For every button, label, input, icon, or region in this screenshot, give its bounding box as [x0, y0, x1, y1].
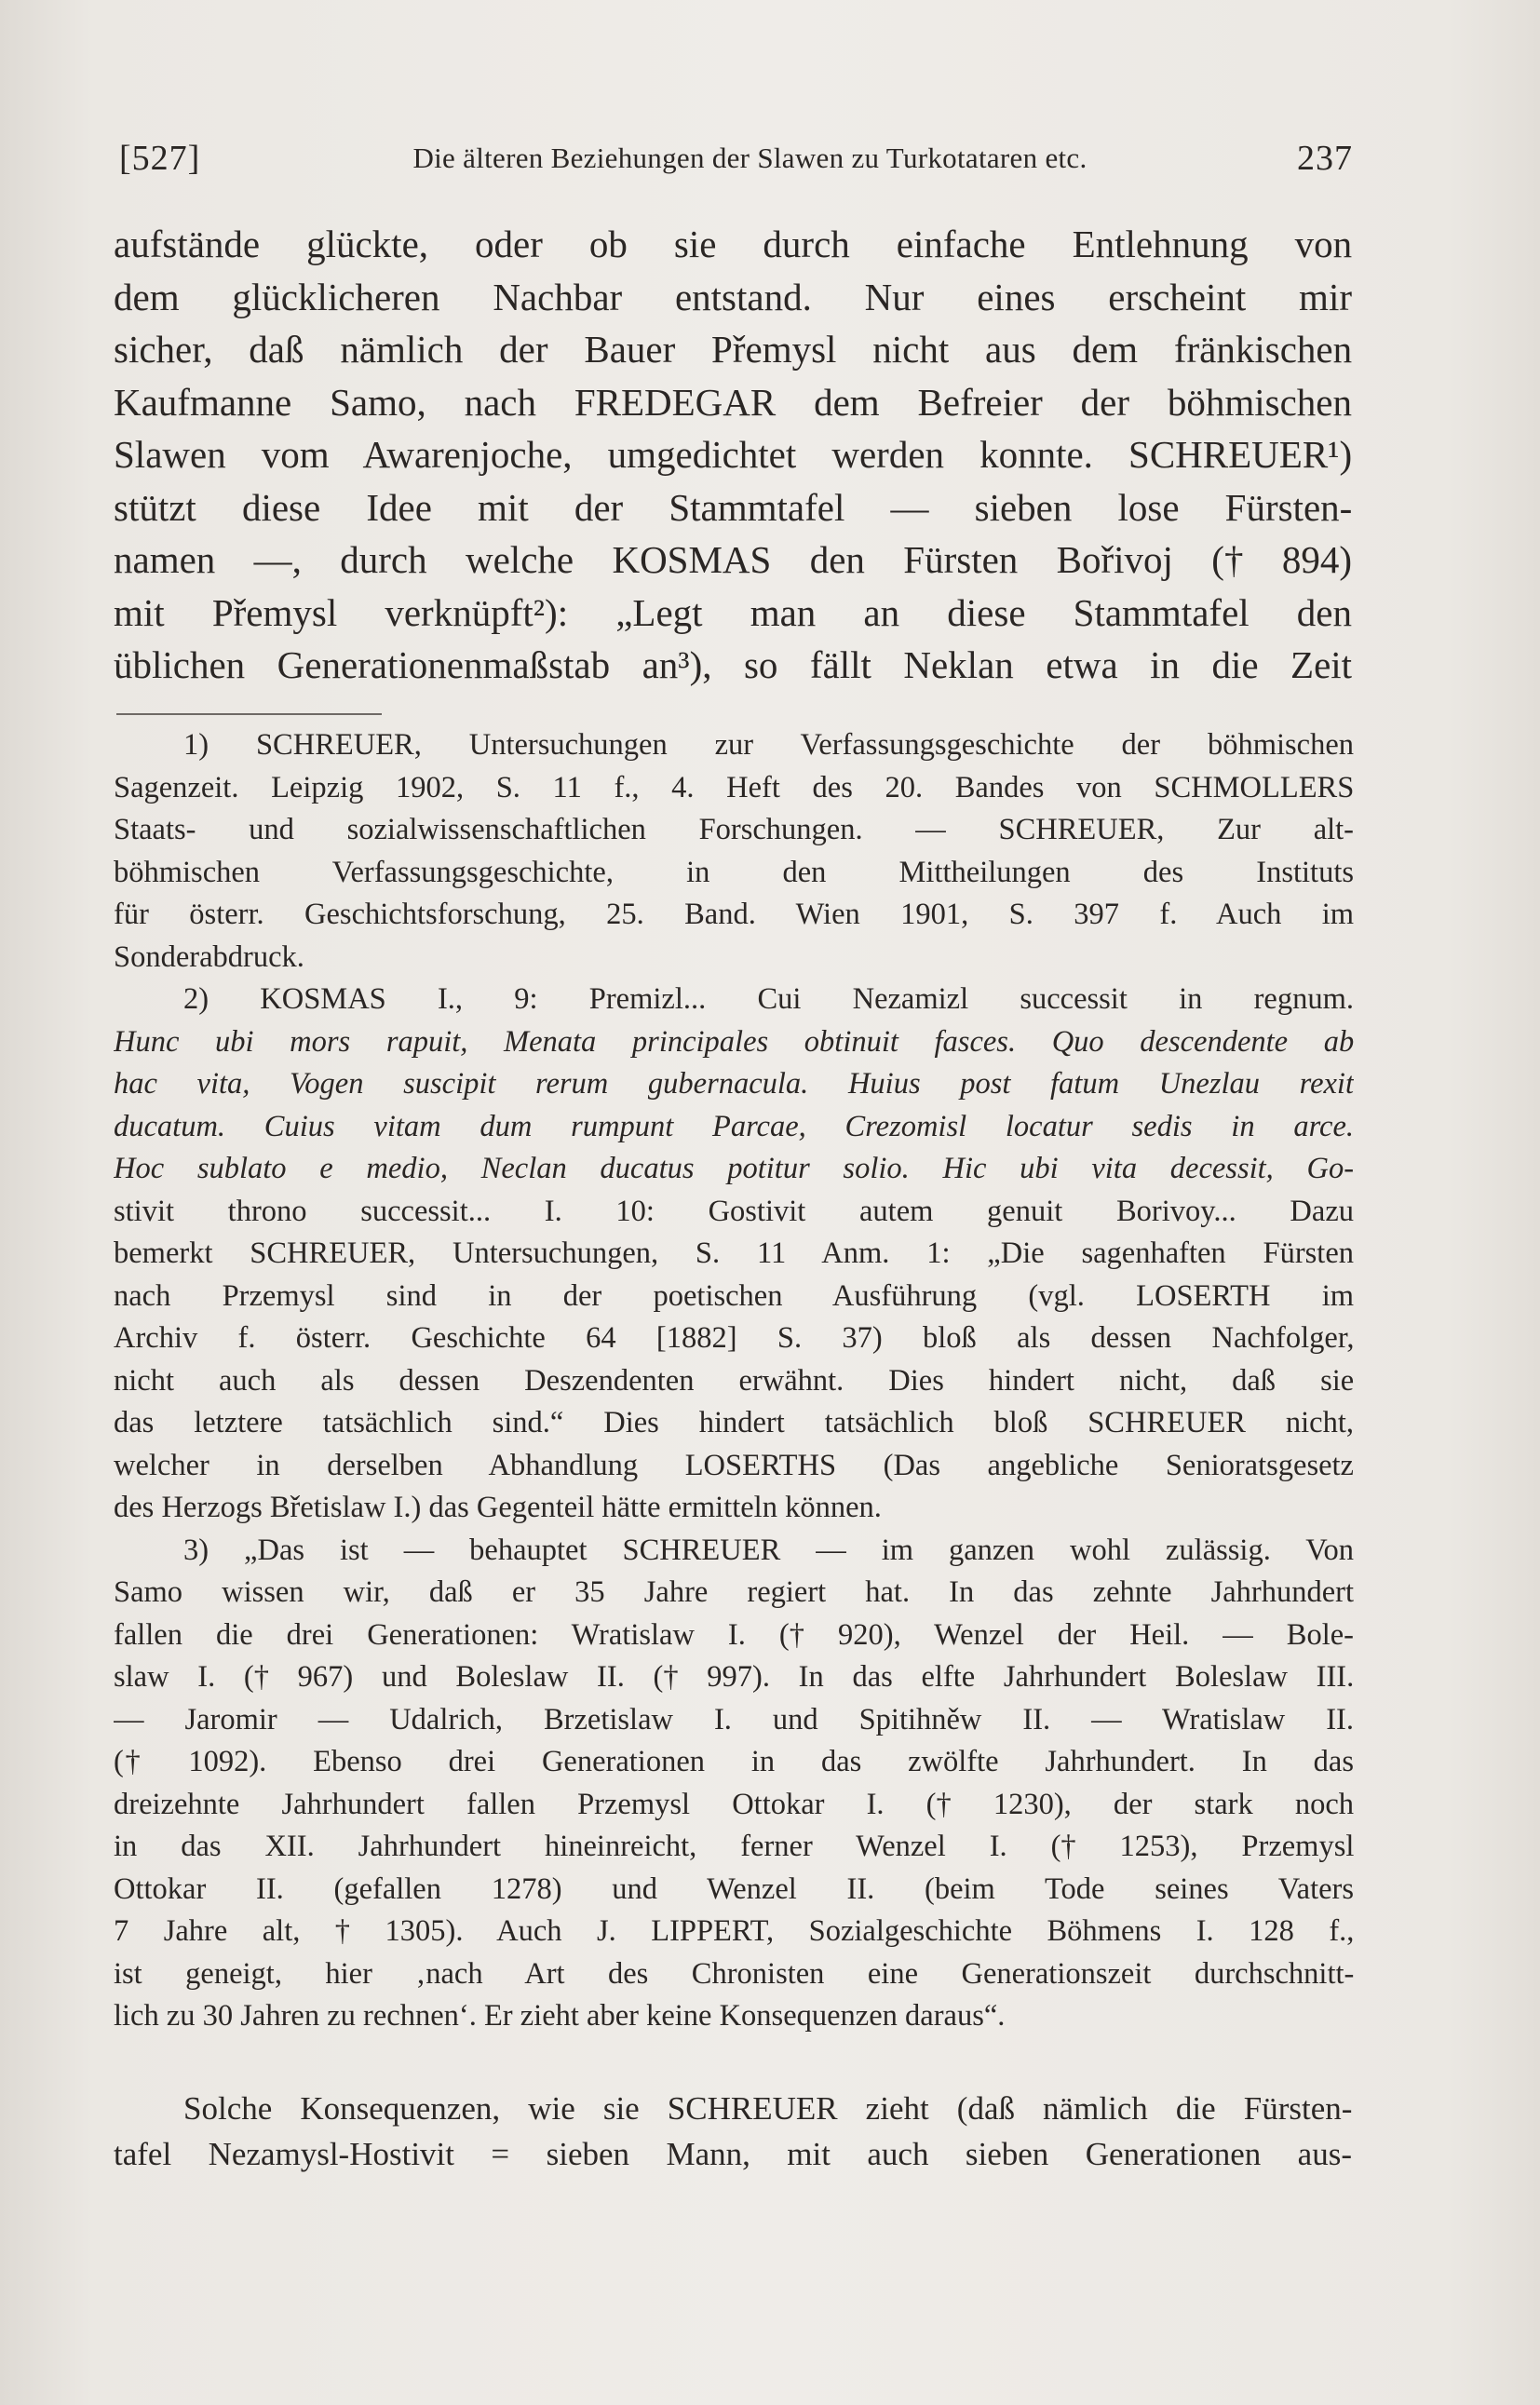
page-number: 237	[1297, 139, 1353, 178]
footnote-line: welcher in derselben Abhandlung LOSERTHS (Das angebliche Senioratsgesetz	[114, 1448, 1354, 1482]
body-line: sicher, daß nämlich der Bauer Přemysl nicht aus dem fränkischen	[114, 328, 1352, 371]
footnote-line: des Herzogs Břetislaw I.) das Gegenteil hätte ermitteln können.	[114, 1491, 882, 1524]
footnote-line: stivit throno successit... I. 10: Gostivit autem genuit Borivoy... Dazu	[114, 1194, 1354, 1228]
footnote-line: nicht auch als dessen Deszendenten erwähnt. Dies hindert nicht, daß sie	[114, 1363, 1354, 1398]
footnote-line: Staats- und sozialwissenschaftlichen Forschungen. — SCHREUER, Zur alt-	[114, 813, 1354, 846]
body-line: mit Přemysl verknüpft²): „Legt man an diese Stammtafel den	[114, 590, 1352, 634]
footnote-line: († 1092). Ebenso drei Generationen in das zwölfte Jahrhundert. In das	[114, 1745, 1354, 1778]
footnote-divider	[116, 713, 382, 715]
header-title: Die älteren Beziehungen der Slawen zu Turkotataren etc.	[412, 142, 1087, 174]
footnote-line: Samo wissen wir, daß er 35 Jahre regiert hat. In das zehnte Jahrhundert	[114, 1575, 1354, 1609]
body-line: tafel Nezamysl-Hostivit = sieben Mann, mit auch sieben Generationen aus-	[114, 2136, 1352, 2172]
footnote-line: Archiv f. österr. Geschichte 64 [1882] S. 37) bloß als dessen Nachfolger,	[114, 1321, 1354, 1355]
footnote-line: Hoc sublato e medio, Neclan ducatus potitur solio. Hic ubi vita decessit, Go-	[114, 1152, 1354, 1185]
body-line: Slawen vom Awarenjoche, umgedichtet werden konnte. SCHREUER¹)	[114, 433, 1352, 476]
footnote-line: für österr. Geschichtsforschung, 25. Band. Wien 1901, S. 397 f. Auch im	[114, 898, 1354, 931]
footnote-line: Ottokar II. (gefallen 1278) und Wenzel II. (beim Tode seines Vaters	[114, 1871, 1354, 1906]
running-header	[119, 138, 1353, 184]
footnote-line: bemerkt SCHREUER, Untersuchungen, S. 11 Anm. 1: „Die sagenhaften Fürsten	[114, 1236, 1354, 1270]
continuation-text	[114, 2086, 1352, 2177]
footnote-line: hac vita, Vogen suscipit rerum gubernacula. Huius post fatum Unezlau rexit	[114, 1067, 1354, 1101]
body-line: Solche Konsequenzen, wie sie SCHREUER zieht (daß nämlich die Fürsten-	[183, 2090, 1352, 2127]
footnote-line: — Jaromir — Udalrich, Brzetislaw I. und Spitihněw II. — Wratislaw II.	[114, 1702, 1354, 1736]
footnote-line: Hunc ubi mors rapuit, Menata principales obtinuit fasces. Quo descendente ab	[114, 1024, 1354, 1059]
footnote-line: 1) SCHREUER, Untersuchungen zur Verfassungsgeschichte der böhmischen	[183, 728, 1354, 762]
footnote-line: Sonderabdruck.	[114, 939, 304, 974]
footnote-line: 2) KOSMAS I., 9: Premizl... Cui Nezamizl successit in regnum.	[183, 982, 1354, 1016]
body-line: Kaufmanne Samo, nach FREDEGAR dem Befreier der böhmischen	[114, 380, 1352, 424]
footnote-line: 3) „Das ist — behauptet SCHREUER — im ganzen wohl zulässig. Von	[183, 1533, 1354, 1567]
footnote-line: dreizehnte Jahrhundert fallen Przemysl Ottokar I. († 1230), der stark noch	[114, 1787, 1354, 1821]
body-line: aufstände glückte, oder ob sie durch einfache Entlehnung von	[114, 223, 1352, 265]
body-line: üblichen Generationenmaßstab an³), so fällt Neklan etwa in die Zeit	[114, 643, 1352, 686]
main-text	[114, 218, 1352, 692]
footnotes	[114, 724, 1354, 2038]
footnote-line: ducatum. Cuius vitam dum rumpunt Parcae, Crezomisl locatur sedis in arce.	[114, 1109, 1354, 1143]
footnote-line: nach Przemysl sind in der poetischen Ausführung (vgl. LOSERTH im	[114, 1278, 1354, 1313]
body-line: namen —, durch welche KOSMAS den Fürsten Bořivoj († 894)	[114, 538, 1352, 581]
footnote-line: ist geneigt, hier ‚nach Art des Chronisten eine Generationszeit durchschnitt-	[114, 1956, 1354, 1991]
footnote-line: Sagenzeit. Leipzig 1902, S. 11 f., 4. Heft des 20. Bandes von SCHMOLLERS	[114, 770, 1354, 804]
footnote-line: 7 Jahre alt, † 1305). Auch J. LIPPERT, Sozialgeschichte Böhmens I. 128 f.,	[114, 1914, 1354, 1948]
body-line: stützt diese Idee mit der Stammtafel — sieben lose Fürsten-	[114, 485, 1352, 529]
body-line: dem glücklicheren Nachbar entstand. Nur eines erscheint mir	[114, 275, 1352, 318]
footnote-line: böhmischen Verfassungsgeschichte, in den Mittheilungen des Instituts	[114, 855, 1354, 889]
footnote-line: lich zu 30 Jahren zu rechnen‘. Er zieht aber keine Konsequenzen daraus“.	[114, 1999, 1006, 2033]
footnote-line: fallen die drei Generationen: Wratislaw I. († 920), Wenzel der Heil. — Bole-	[114, 1617, 1354, 1652]
footnote-line: das letztere tatsächlich sind.“ Dies hindert tatsächlich bloß SCHREUER nicht,	[114, 1406, 1354, 1439]
footnote-line: slaw I. († 967) und Boleslaw II. († 997). In das elfte Jahrhundert Boleslaw III.	[114, 1660, 1354, 1694]
header-section-number: [527]	[119, 139, 201, 178]
footnote-line: in das XII. Jahrhundert hineinreicht, ferner Wenzel I. († 1253), Przemysl	[114, 1830, 1354, 1863]
